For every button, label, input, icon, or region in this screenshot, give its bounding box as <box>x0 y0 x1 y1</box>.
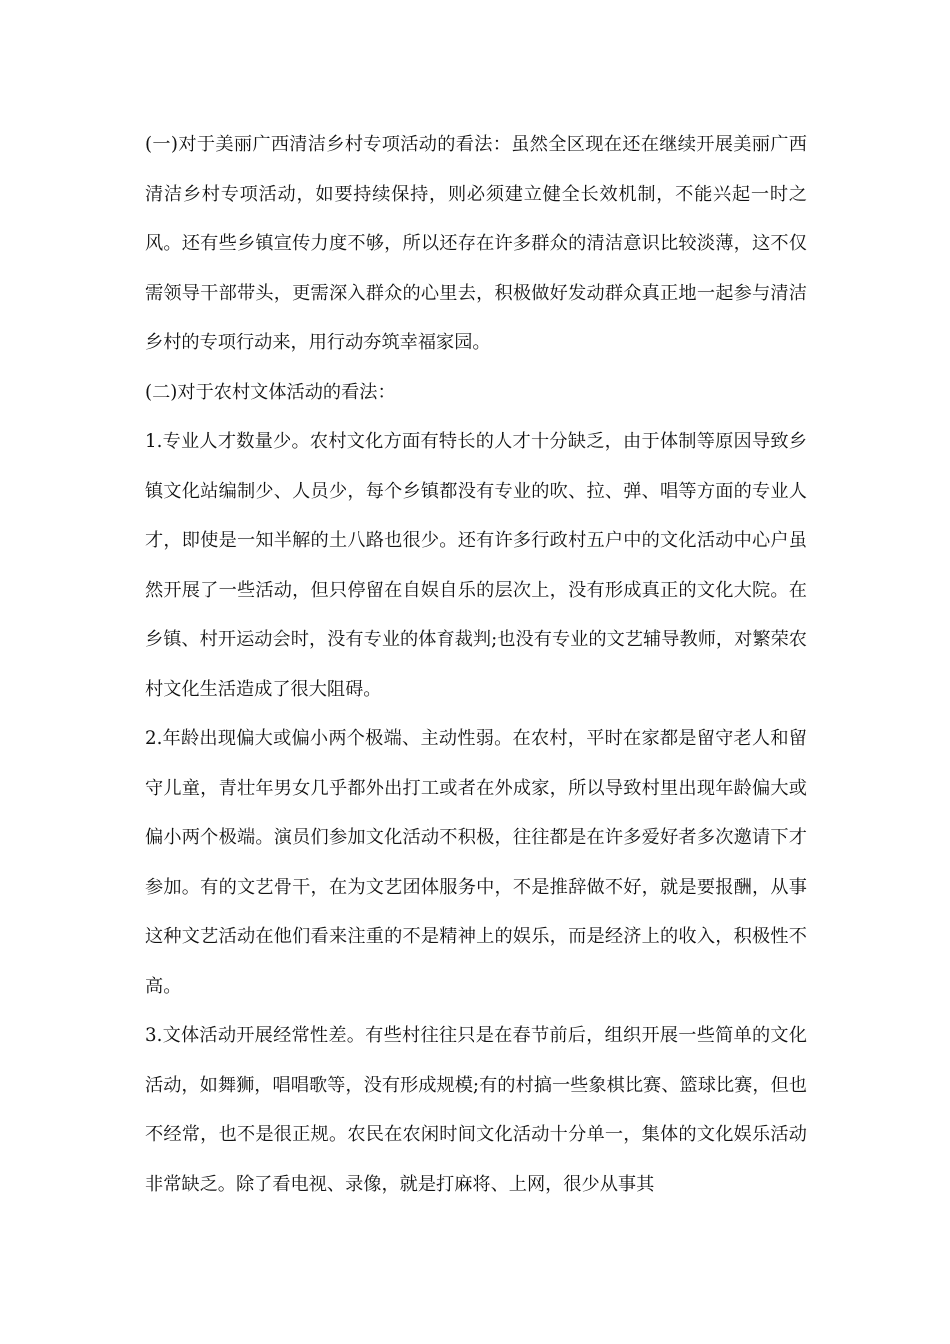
paragraph-rural-activities-heading: (二)对于农村文体活动的看法： <box>145 381 396 403</box>
paragraph-point-2-age-extremes: 2.年龄出现偏大或偏小两个极端、主动性弱。在农村，平时在家都是留守老人和留守儿童，青壮年男女几乎都外出打工或者在外成家，所以导致村里出现年龄偏大或偏小两个极端。演员们参加文化活动不积极，往往都是在许多爱好者多次邀请下才参加。有的文艺骨干，在为文艺团体服务中，不是推辞做不好，就是要报酬，从事这种文艺活动在他们看来注重的不是精神上的娱乐，而是经济上的收入，积极性不高。 <box>145 728 807 997</box>
document-body <box>145 120 807 1209</box>
paragraph-point-3-poor-regularity: 3.文体活动开展经常性差。有些村往往只是在春节前后，组织开展一些简单的文化活动，如舞狮，唱唱歌等，没有形成规模;有的村搞一些象棋比赛、篮球比赛，但也不经常，也不是很正规。农民在农闲时间文化活动十分单一，集体的文化娱乐活动非常缺乏。除了看电视、录像，就是打麻将、上网，很少从事其 <box>145 1025 807 1195</box>
paragraph-clean-village-opinion: (一)对于美丽广西清洁乡村专项活动的看法：虽然全区现在还在继续开展美丽广西清洁乡村专项活动，如要持续保持，则必须建立健全长效机制，不能兴起一时之风。还有些乡镇宣传力度不够，所以还存在许多群众的清洁意识比较淡薄，这不仅需领导干部带头，更需深入群众的心里去，积极做好发动群众真正地一起参与清洁乡村的专项行动来，用行动夯筑幸福家园。 <box>145 134 807 353</box>
paragraph-point-1-talent-shortage: 1.专业人才数量少。农村文化方面有特长的人才十分缺乏，由于体制等原因导致乡镇文化站编制少、人员少，每个乡镇都没有专业的吹、拉、弹、唱等方面的专业人才，即使是一知半解的土八路也很少。还有许多行政村五户中的文化活动中心户虽然开展了一些活动，但只停留在自娱自乐的层次上，没有形成真正的文化大院。在乡镇、村开运动会时，没有专业的体育裁判;也没有专业的文艺辅导教师，对繁荣农村文化生活造成了很大阻碍。 <box>145 431 807 700</box>
